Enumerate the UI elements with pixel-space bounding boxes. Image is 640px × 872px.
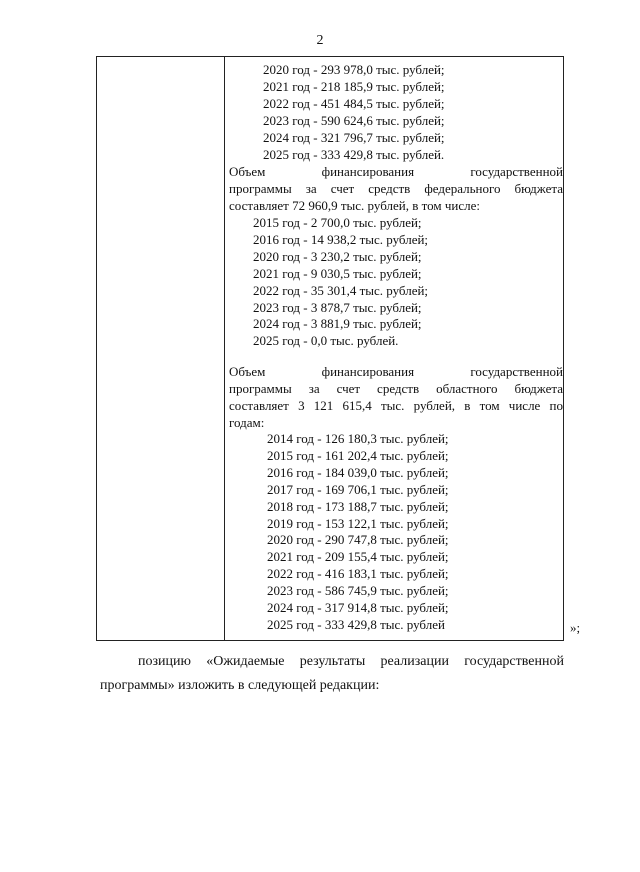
paragraph-line: программы за счет средств областного бюджета xyxy=(229,380,563,396)
federal-years-list xyxy=(229,215,563,350)
paragraph-line: составляет 72 960,9 тыс. рублей, в том числе: xyxy=(229,197,480,213)
page-number: 2 xyxy=(316,33,324,48)
list-item: 2020 год - 293 978,0 тыс. рублей; xyxy=(263,62,445,77)
list-item: 2025 год - 0,0 тыс. рублей. xyxy=(253,333,399,349)
list-item: 2018 год - 173 188,7 тыс. рублей; xyxy=(267,498,449,514)
list-item: 2025 год - 333 429,8 тыс. рублей xyxy=(267,616,445,632)
amendment-paragraph xyxy=(100,650,564,698)
list-item: 2014 год - 126 180,3 тыс. рублей; xyxy=(267,431,449,446)
list-item: 2020 год - 3 230,2 тыс. рублей; xyxy=(253,248,422,264)
list-item: 2017 год - 169 706,1 тыс. рублей; xyxy=(267,481,449,497)
regional-years-list xyxy=(229,431,563,634)
paragraph-line: программы» изложить в следующей редакции: xyxy=(100,678,380,693)
list-item: 2015 год - 161 202,4 тыс. рублей; xyxy=(267,447,449,463)
federal-paragraph xyxy=(229,164,563,215)
list-item: 2015 год - 2 700,0 тыс. рублей; xyxy=(253,215,422,230)
list-item: 2016 год - 14 938,2 тыс. рублей; xyxy=(253,231,429,247)
paragraph-line: Объем финансирования государственной xyxy=(229,164,563,179)
total-years-list xyxy=(229,62,563,163)
list-item: 2021 год - 209 155,4 тыс. рублей; xyxy=(267,549,449,565)
paragraph-line: Объем финансирования государственной xyxy=(229,364,563,379)
paragraph-line: составляет 3 121 615,4 тыс. рублей, в том числе по xyxy=(229,397,563,413)
list-item: 2022 год - 35 301,4 тыс. рублей; xyxy=(253,282,429,298)
paragraph-line: годам: xyxy=(229,414,265,430)
list-item: 2025 год - 333 429,8 тыс. рублей. xyxy=(263,146,445,162)
closing-quote: »; xyxy=(570,620,581,635)
list-item: 2021 год - 218 185,9 тыс. рублей; xyxy=(263,78,445,94)
list-item: 2023 год - 3 878,7 тыс. рублей; xyxy=(253,299,422,315)
list-item: 2022 год - 416 183,1 тыс. рублей; xyxy=(267,566,449,582)
paragraph-line: позицию «Ожидаемые результаты реализации государственной xyxy=(138,654,564,669)
list-item: 2019 год - 153 122,1 тыс. рублей; xyxy=(267,515,449,531)
list-item: 2024 год - 317 914,8 тыс. рублей; xyxy=(267,600,449,616)
list-item: 2023 год - 586 745,9 тыс. рублей; xyxy=(267,583,449,599)
table-column-divider xyxy=(224,57,225,640)
list-item: 2024 год - 3 881,9 тыс. рублей; xyxy=(253,316,422,332)
paragraph-line: программы за счет средств федерального бюджета xyxy=(229,180,563,196)
list-item: 2021 год - 9 030,5 тыс. рублей; xyxy=(253,265,422,281)
list-item: 2016 год - 184 039,0 тыс. рублей; xyxy=(267,464,449,480)
list-item: 2020 год - 290 747,8 тыс. рублей; xyxy=(267,532,449,548)
list-item: 2024 год - 321 796,7 тыс. рублей; xyxy=(263,129,445,145)
list-item: 2023 год - 590 624,6 тыс. рублей; xyxy=(263,112,445,128)
regional-paragraph xyxy=(229,364,563,432)
list-item: 2022 год - 451 484,5 тыс. рублей; xyxy=(263,95,445,111)
